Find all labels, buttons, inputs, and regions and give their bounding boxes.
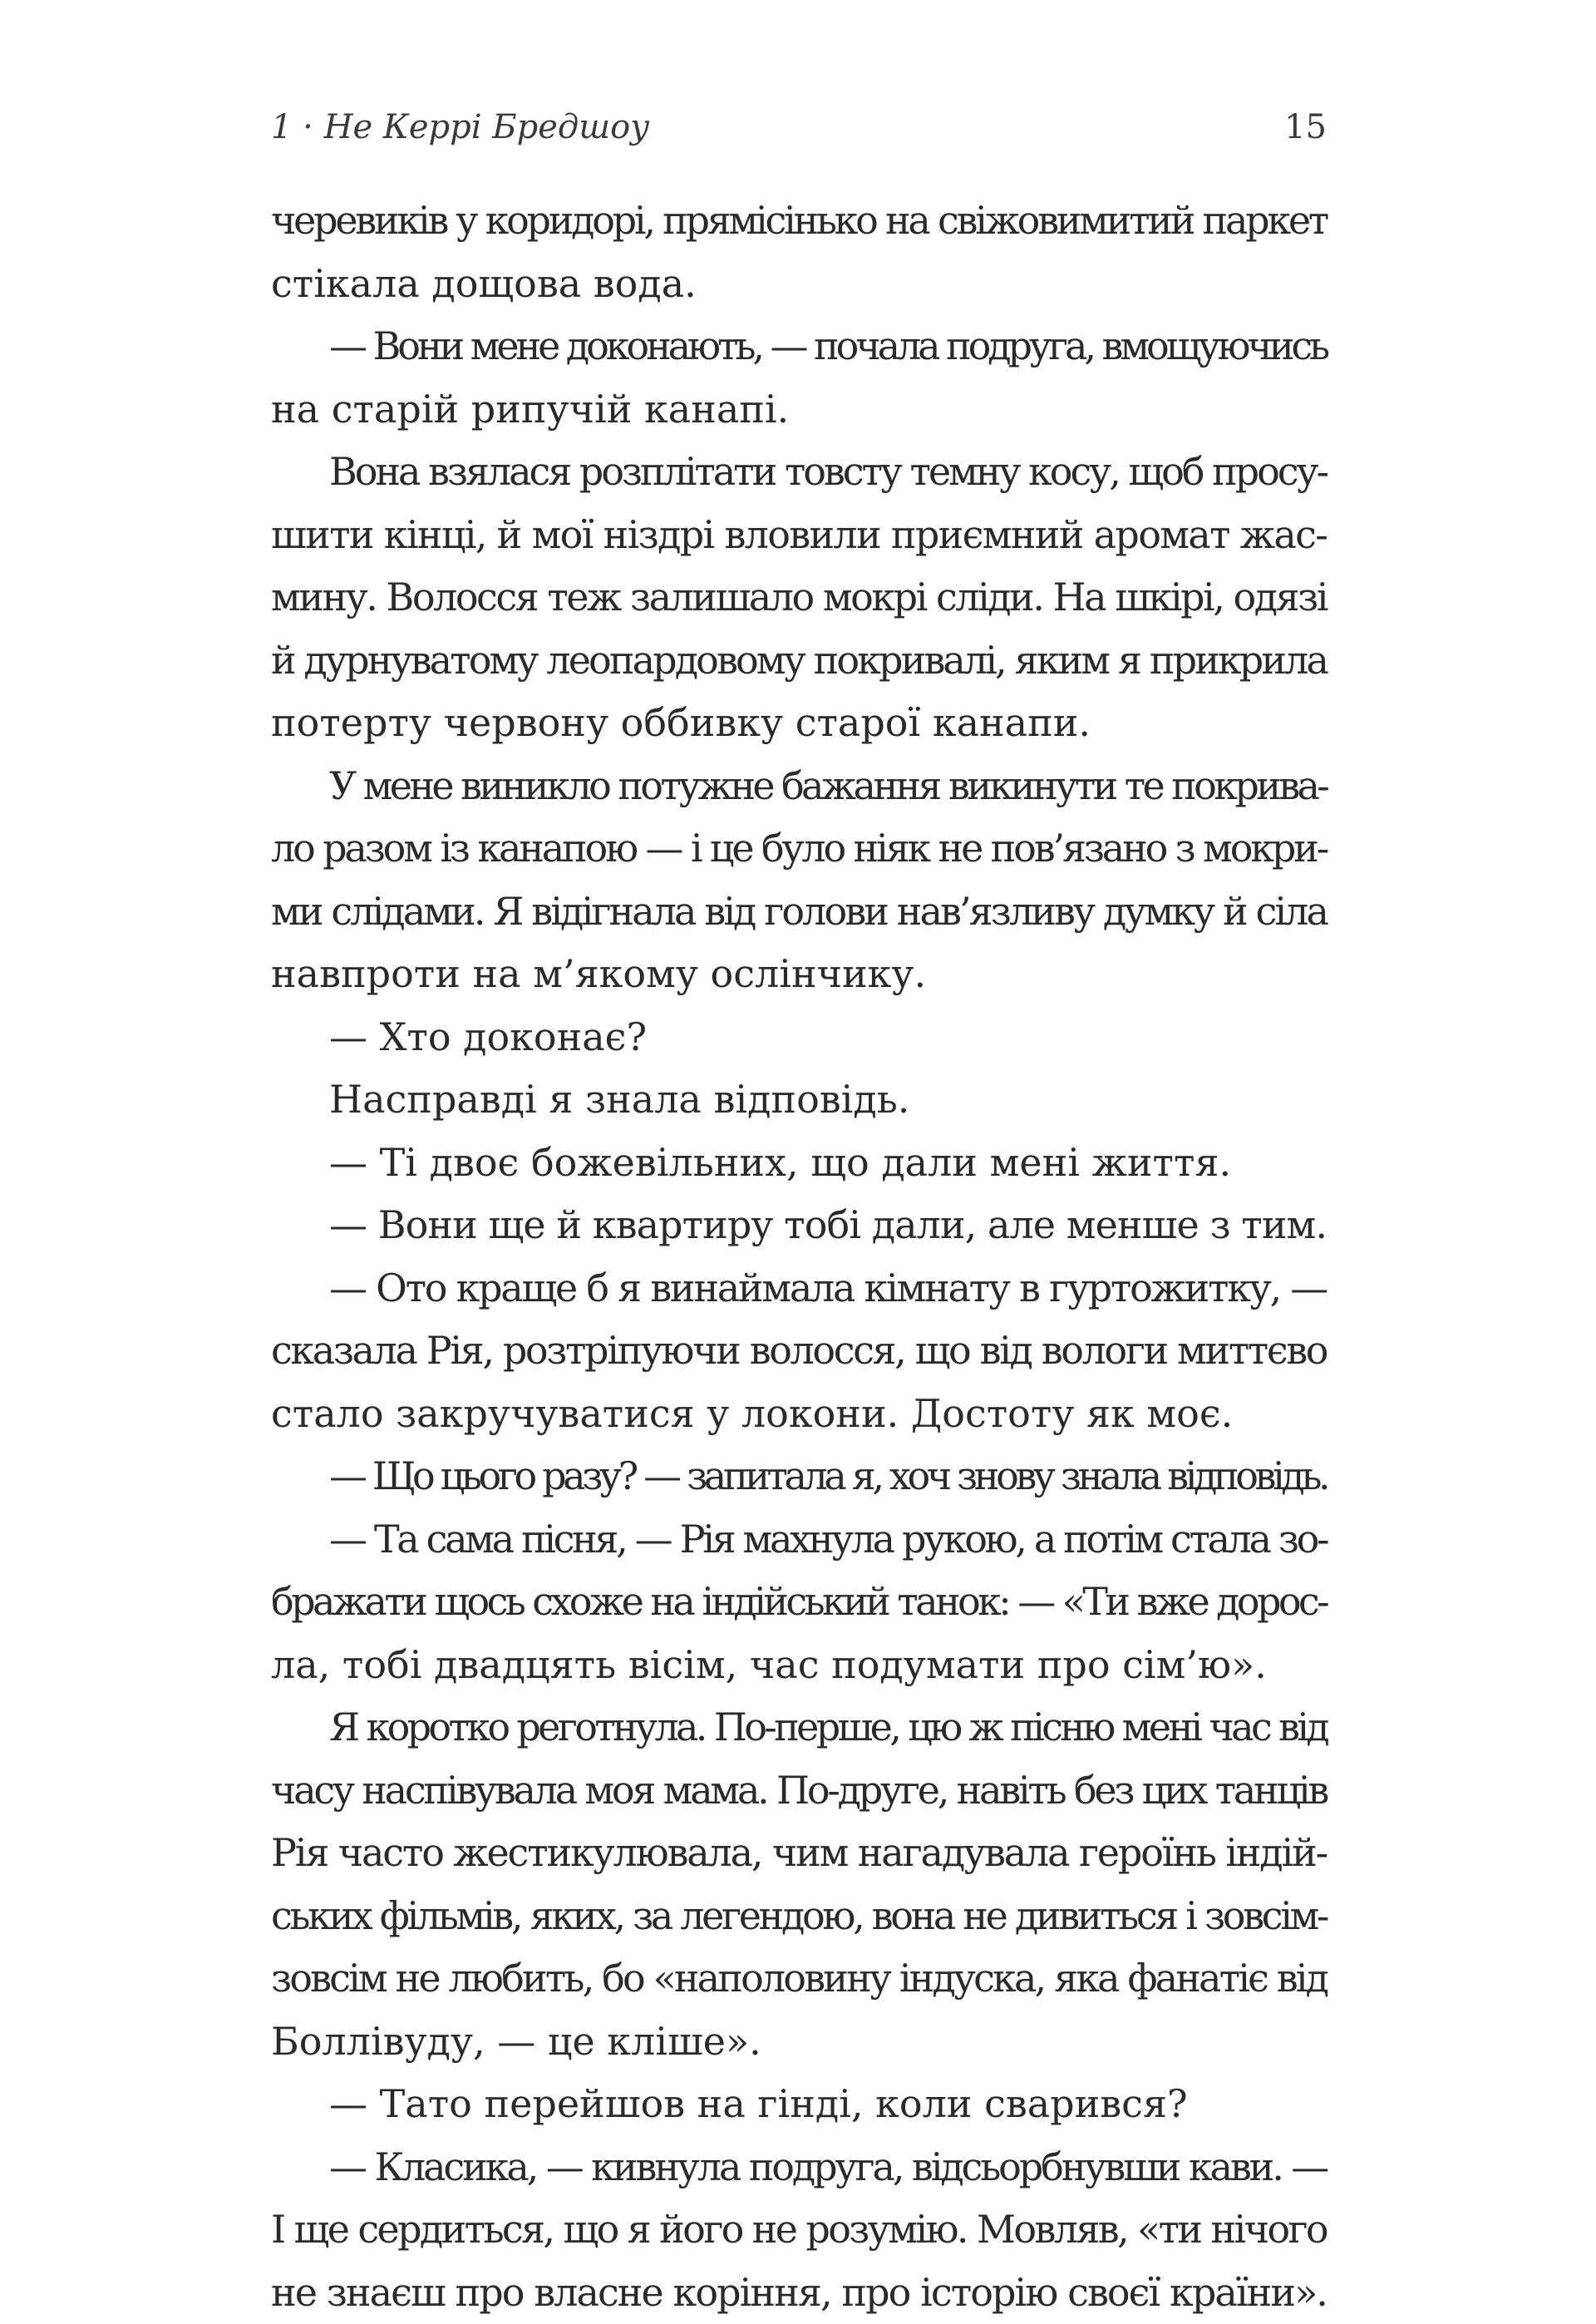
running-head: [271, 108, 1327, 158]
text-line: й дурнуватому леопардовому покривалі, яким я прикрила: [271, 629, 1327, 693]
text-line: — Класика, — кивнула подруга, відсьорбнувши кави. —: [271, 2136, 1327, 2199]
text-line: ських фільмів, яких, за легендою, вона не дивиться і зовсім-: [271, 1885, 1327, 1948]
text-line: часу наспівувала моя мама. По-друге, навіть без цих танців: [271, 1759, 1327, 1823]
page-number: 15: [1284, 108, 1327, 146]
text-line: потерту червону оббивку старої канапи.: [271, 692, 1327, 755]
text-line: ми слідами. Я відігнала від голови нав’язливу думку й сіла: [271, 881, 1327, 944]
chapter-number: 1: [271, 108, 292, 146]
text-line: навпроти на м’якому ослінчику.: [271, 943, 1327, 1006]
text-line: — Тато перейшов на гінді, коли сварився?: [271, 2073, 1327, 2136]
text-line: — Вони ще й квартиру тобі дали, але менше з тим.: [271, 1194, 1327, 1257]
text-line: не знаєш про власне коріння, про історію своєї країни».: [271, 2262, 1327, 2324]
text-line: зовсім не любить, бо «наполовину індуска, яка фанатіє від: [271, 1947, 1327, 2011]
text-line: сказала Рія, розтріпуючи волосся, що від вологи миттєво: [271, 1320, 1327, 1383]
body-text: [271, 190, 1327, 2324]
text-line: — Та сама пісня, — Рія махнула рукою, а потім стала зо-: [271, 1508, 1327, 1572]
chapter-heading: [271, 108, 649, 146]
text-line: бражати щось схоже на індійський танок: — «Ти вже дорос-: [271, 1571, 1327, 1634]
text-line: — Вони мене доконають, — почала подруга, вмощуючись: [271, 315, 1327, 378]
text-line: стікала дощова вода.: [271, 253, 1327, 316]
text-line: ло разом із канапою — і це було ніяк не пов’язано з мокри-: [271, 817, 1327, 881]
text-line: І ще сердиться, що я його не розумію. Мовляв, «ти нічого: [271, 2198, 1327, 2262]
text-line: ла, тобі двадцять вісім, час подумати про сім’ю».: [271, 1634, 1327, 1697]
chapter-separator: ·: [303, 108, 313, 146]
text-line: на старій рипучій канапі.: [271, 378, 1327, 442]
text-line: черевиків у коридорі, прямісінько на свіжовимитий паркет: [271, 190, 1327, 253]
text-line: — Ті двоє божевільних, що дали мені життя.: [271, 1132, 1327, 1195]
text-line: — Що цього разу? — запитала я, хоч знову знала відповідь.: [271, 1445, 1327, 1508]
text-line: Вона взялася розплітати товсту темну косу, щоб просу-: [271, 441, 1327, 504]
text-line: шити кінці, й мої ніздрі вловили приємний аромат жас-: [271, 504, 1327, 567]
text-line: Боллівуду, — це кліше».: [271, 2011, 1327, 2074]
text-line: — Хто доконає?: [271, 1006, 1327, 1069]
text-line: Я коротко реготнула. По-перше, цю ж пісню мені час від: [271, 1696, 1327, 1759]
chapter-title: Не Керрі Бредшоу: [324, 108, 650, 146]
text-line: Насправді я знала відповідь.: [271, 1068, 1327, 1132]
text-line: мину. Волосся теж залишало мокрі сліди. На шкірі, одязі: [271, 566, 1327, 629]
text-line: Рія часто жестикулювала, чим нагадувала героїнь індій-: [271, 1822, 1327, 1885]
text-line: У мене виникло потужне бажання викинути те покрива-: [271, 755, 1327, 818]
text-line: стало закручуватися у локони. Достоту як моє.: [271, 1383, 1327, 1446]
text-line: — Ото краще б я винаймала кімнату в гуртожитку, —: [271, 1257, 1327, 1320]
